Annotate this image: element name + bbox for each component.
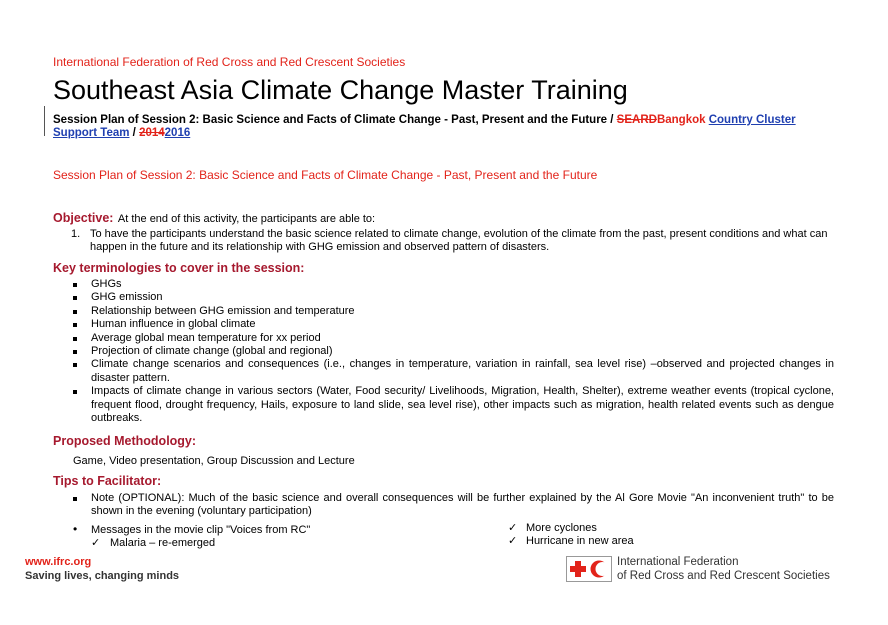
list-item: GHG emission bbox=[73, 291, 834, 304]
terminologies-heading: Key terminologies to cover in the session: bbox=[53, 261, 305, 275]
list-item: ✓ Hurricane in new area bbox=[508, 535, 634, 548]
revision-marker bbox=[44, 106, 45, 136]
objective-intro: At the end of this activity, the participants are able to: bbox=[117, 213, 376, 225]
bullet-square-icon bbox=[73, 390, 77, 394]
subtitle-link[interactable]: Country Cluster Support Team bbox=[53, 114, 796, 139]
methodology-text: Game, Video presentation, Group Discussion and Lecture bbox=[73, 455, 355, 467]
bullet-dot-icon: • bbox=[73, 522, 78, 536]
page-title: Southeast Asia Climate Change Master Training bbox=[53, 75, 628, 105]
objective-item bbox=[71, 228, 832, 255]
year-inserted: 2016 bbox=[164, 127, 191, 139]
bullet-square-icon bbox=[73, 363, 77, 367]
tips-checks-right bbox=[508, 522, 808, 549]
session-subtitle bbox=[53, 114, 828, 140]
tips-heading: Tips to Facilitator: bbox=[53, 474, 162, 488]
list-item: Average global mean temperature for xx period bbox=[73, 332, 834, 345]
list-item: Climate change scenarios and consequences (i.e., changes in temperature, variation in rainfall, sea level rise) –observed and projected changes in disaster pattern. bbox=[73, 358, 834, 385]
list-item: Relationship between GHG emission and temperature bbox=[73, 305, 834, 318]
bullet-square-icon bbox=[73, 310, 77, 314]
footer-url[interactable]: www.ifrc.org bbox=[25, 556, 92, 568]
list-item: Note (OPTIONAL): Much of the basic science and overall consequences will be further explained by the Al Gore Movie "An inconvenient truth" to be shown in the evening (voluntary participation) bbox=[73, 492, 834, 519]
checkmark-icon: ✓ bbox=[508, 535, 518, 548]
bullet-square-icon bbox=[73, 323, 77, 327]
list-item: Projection of climate change (global and regional) bbox=[73, 345, 834, 358]
session-plan-line: Session Plan of Session 2: Basic Science and Facts of Climate Change - Past, Present and the Future bbox=[53, 168, 598, 182]
list-item: Impacts of climate change in various sectors (Water, Food security/ Livelihoods, Migration, Health, Shelter), extreme weather events (tropical cyclone, frequent flood, drought frequency, Hails, exposure to land slide, sea level rise), other impacts such as migration, health related events such as dengue outbreaks. bbox=[73, 385, 834, 425]
methodology-heading: Proposed Methodology: bbox=[53, 434, 197, 448]
bullet-square-icon bbox=[73, 497, 77, 501]
bullet-square-icon bbox=[73, 296, 77, 300]
list-item: GHGs bbox=[73, 278, 834, 291]
messages-label: Messages in the movie clip "Voices from RC" bbox=[91, 524, 311, 536]
list-item bbox=[73, 524, 493, 537]
subtitle-separator: / bbox=[129, 127, 140, 139]
objective-item-number: 1. bbox=[71, 228, 81, 240]
footer-tagline: Saving lives, changing minds bbox=[25, 570, 180, 582]
checkmark-icon: ✓ bbox=[91, 537, 101, 550]
list-item: ✓ More cyclones bbox=[508, 522, 597, 534]
terminologies-list bbox=[73, 278, 834, 425]
objective-list bbox=[71, 228, 832, 255]
year-deleted: 2014 bbox=[139, 127, 165, 139]
tips-messages bbox=[73, 524, 493, 551]
objective-heading: Objective: bbox=[53, 211, 114, 225]
organization-name: International Federation of Red Cross and Red Crescent Societies bbox=[53, 55, 406, 69]
bullet-square-icon bbox=[73, 283, 77, 287]
list-item: Human influence in global climate bbox=[73, 318, 834, 331]
objective-item-text: To have the participants understand the basic science related to climate change, evolution of the climate from the past, present conditions and what can happen in the future and its relationship with GHG emission and observed pattern of disasters. bbox=[90, 228, 828, 254]
ifrc-logo-text: International Federation of Red Cross and Red Crescent Societies bbox=[617, 556, 830, 582]
bullet-square-icon bbox=[73, 350, 77, 354]
subtitle-main: Session Plan of Session 2: Basic Science and Facts of Climate Change - Past, Present and the Future / bbox=[53, 114, 617, 126]
subtitle-inserted-text: Bangkok bbox=[656, 114, 706, 126]
red-cross-crescent-icon bbox=[566, 556, 612, 582]
objective-section bbox=[53, 209, 833, 227]
list-item: ✓ Malaria – re-emerged bbox=[91, 537, 216, 550]
subtitle-deleted-text: SEARD bbox=[616, 114, 657, 126]
checkmark-icon: ✓ bbox=[508, 522, 518, 534]
ifrc-logo bbox=[566, 556, 612, 582]
bullet-square-icon bbox=[73, 337, 77, 341]
tips-note-list bbox=[73, 492, 834, 519]
